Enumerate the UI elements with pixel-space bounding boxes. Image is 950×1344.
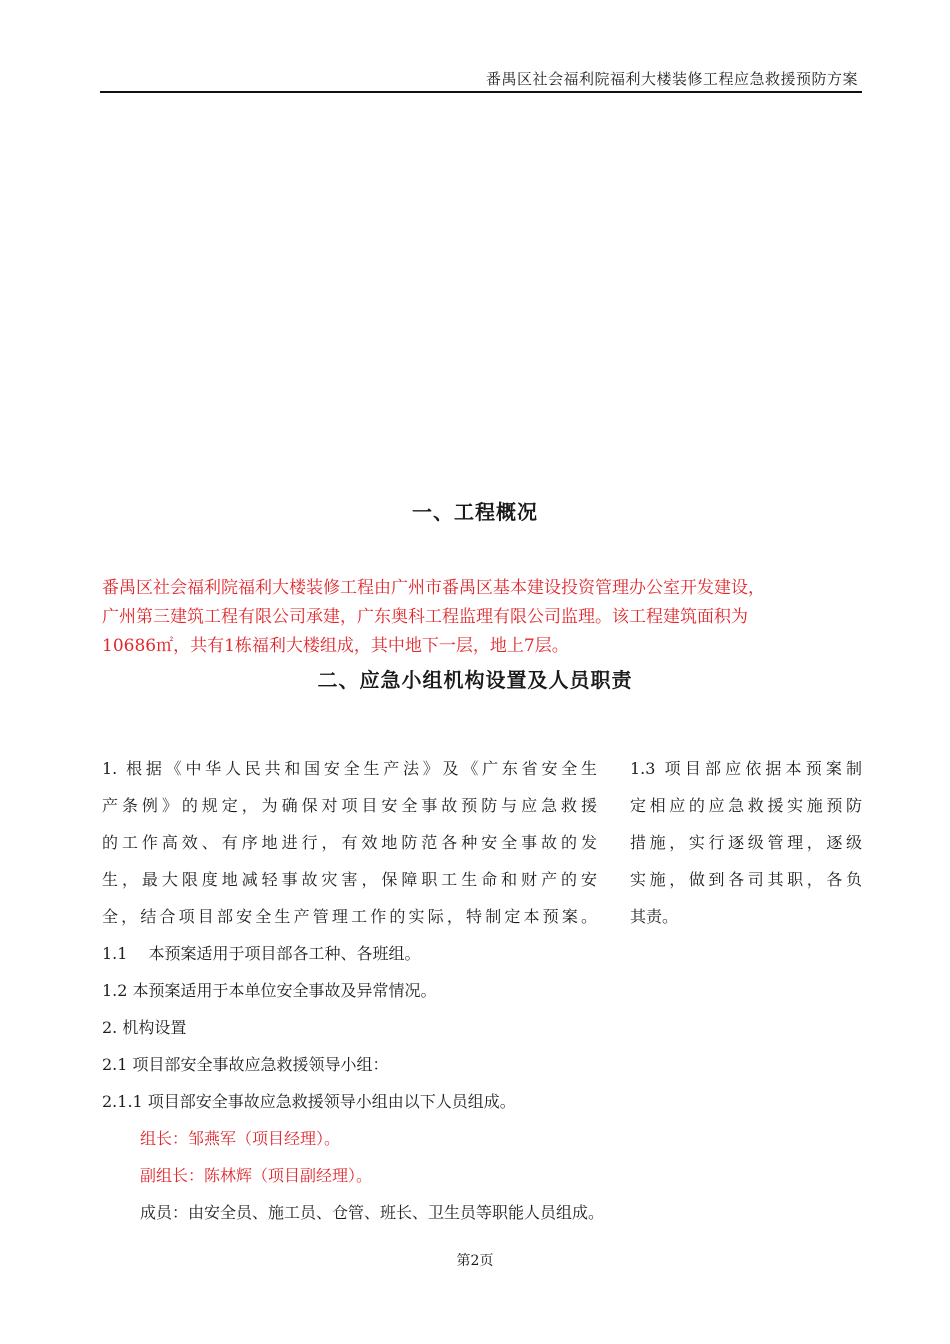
team-members: 成员：由安全员、施工员、仓管、班长、卫生员等职能人员组成。 bbox=[140, 1203, 605, 1222]
clause-2-1: 2.1 项目部安全事故应急救援领导小组： bbox=[102, 1055, 389, 1074]
document-header-title: 番禺区社会福利院福利大楼装修工程应急救援预防方案 bbox=[485, 70, 858, 88]
clause-1-3-line: 措施，实行逐级管理，逐级 bbox=[630, 833, 862, 852]
side-column-clause-1-3 bbox=[630, 750, 862, 935]
intro-line: 的工作高效、有序地进行，有效地防范各种安全事故的发 bbox=[102, 833, 597, 852]
intro-line: 生，最大限度地减轻事故灾害，保障职工生命和财产的安 bbox=[102, 870, 597, 889]
overview-line: 10686㎡，共有1栋福利大楼组成，其中地下一层，地上7层。 bbox=[102, 636, 569, 656]
overview-line: 广州第三建筑工程有限公司承建，广东奥科工程监理有限公司监理。该工程建筑面积为 bbox=[102, 607, 748, 627]
clause-1-1: 1.1 本预案适用于项目部各工种、各班组。 bbox=[102, 944, 421, 963]
section2-heading: 二、应急小组机构设置及人员职责 bbox=[317, 668, 633, 692]
section1-heading: 一、工程概况 bbox=[412, 500, 538, 524]
clause-2: 2. 机构设置 bbox=[102, 1018, 187, 1037]
clause-1-3-line: 定相应的应急救援实施预防 bbox=[630, 796, 862, 815]
main-column bbox=[102, 750, 605, 1231]
team-leader: 组长：邹燕军（项目经理）。 bbox=[140, 1129, 341, 1148]
project-overview-paragraph bbox=[102, 574, 842, 661]
clause-1-2: 1.2 本预案适用于本单位安全事故及异常情况。 bbox=[102, 981, 437, 1000]
header-rule bbox=[100, 91, 862, 93]
intro-line: 产条例》的规定，为确保对项目安全事故预防与应急救援 bbox=[102, 796, 597, 815]
clause-2-1-1: 2.1.1 项目部安全事故应急救援领导小组由以下人员组成。 bbox=[102, 1092, 516, 1111]
clause-1-3-line: 实施，做到各司其职，各负 bbox=[630, 870, 862, 889]
clause-1-3-line: 其责。 bbox=[630, 907, 679, 926]
overview-line: 番禺区社会福利院福利大楼装修工程由广州市番禺区基本建设投资管理办公室开发建设， bbox=[102, 578, 765, 598]
deputy-team-leader: 副组长：陈林辉（项目副经理）。 bbox=[140, 1166, 373, 1185]
clause-1-3-line: 1.3 项目部应依据本预案制 bbox=[630, 759, 862, 778]
intro-line: 1. 根据《中华人民共和国安全生产法》及《广东省安全生 bbox=[102, 759, 597, 778]
page-number: 第2页 bbox=[456, 1253, 494, 1269]
intro-line: 全，结合项目部安全生产管理工作的实际，特制定本预案。 bbox=[102, 907, 597, 926]
